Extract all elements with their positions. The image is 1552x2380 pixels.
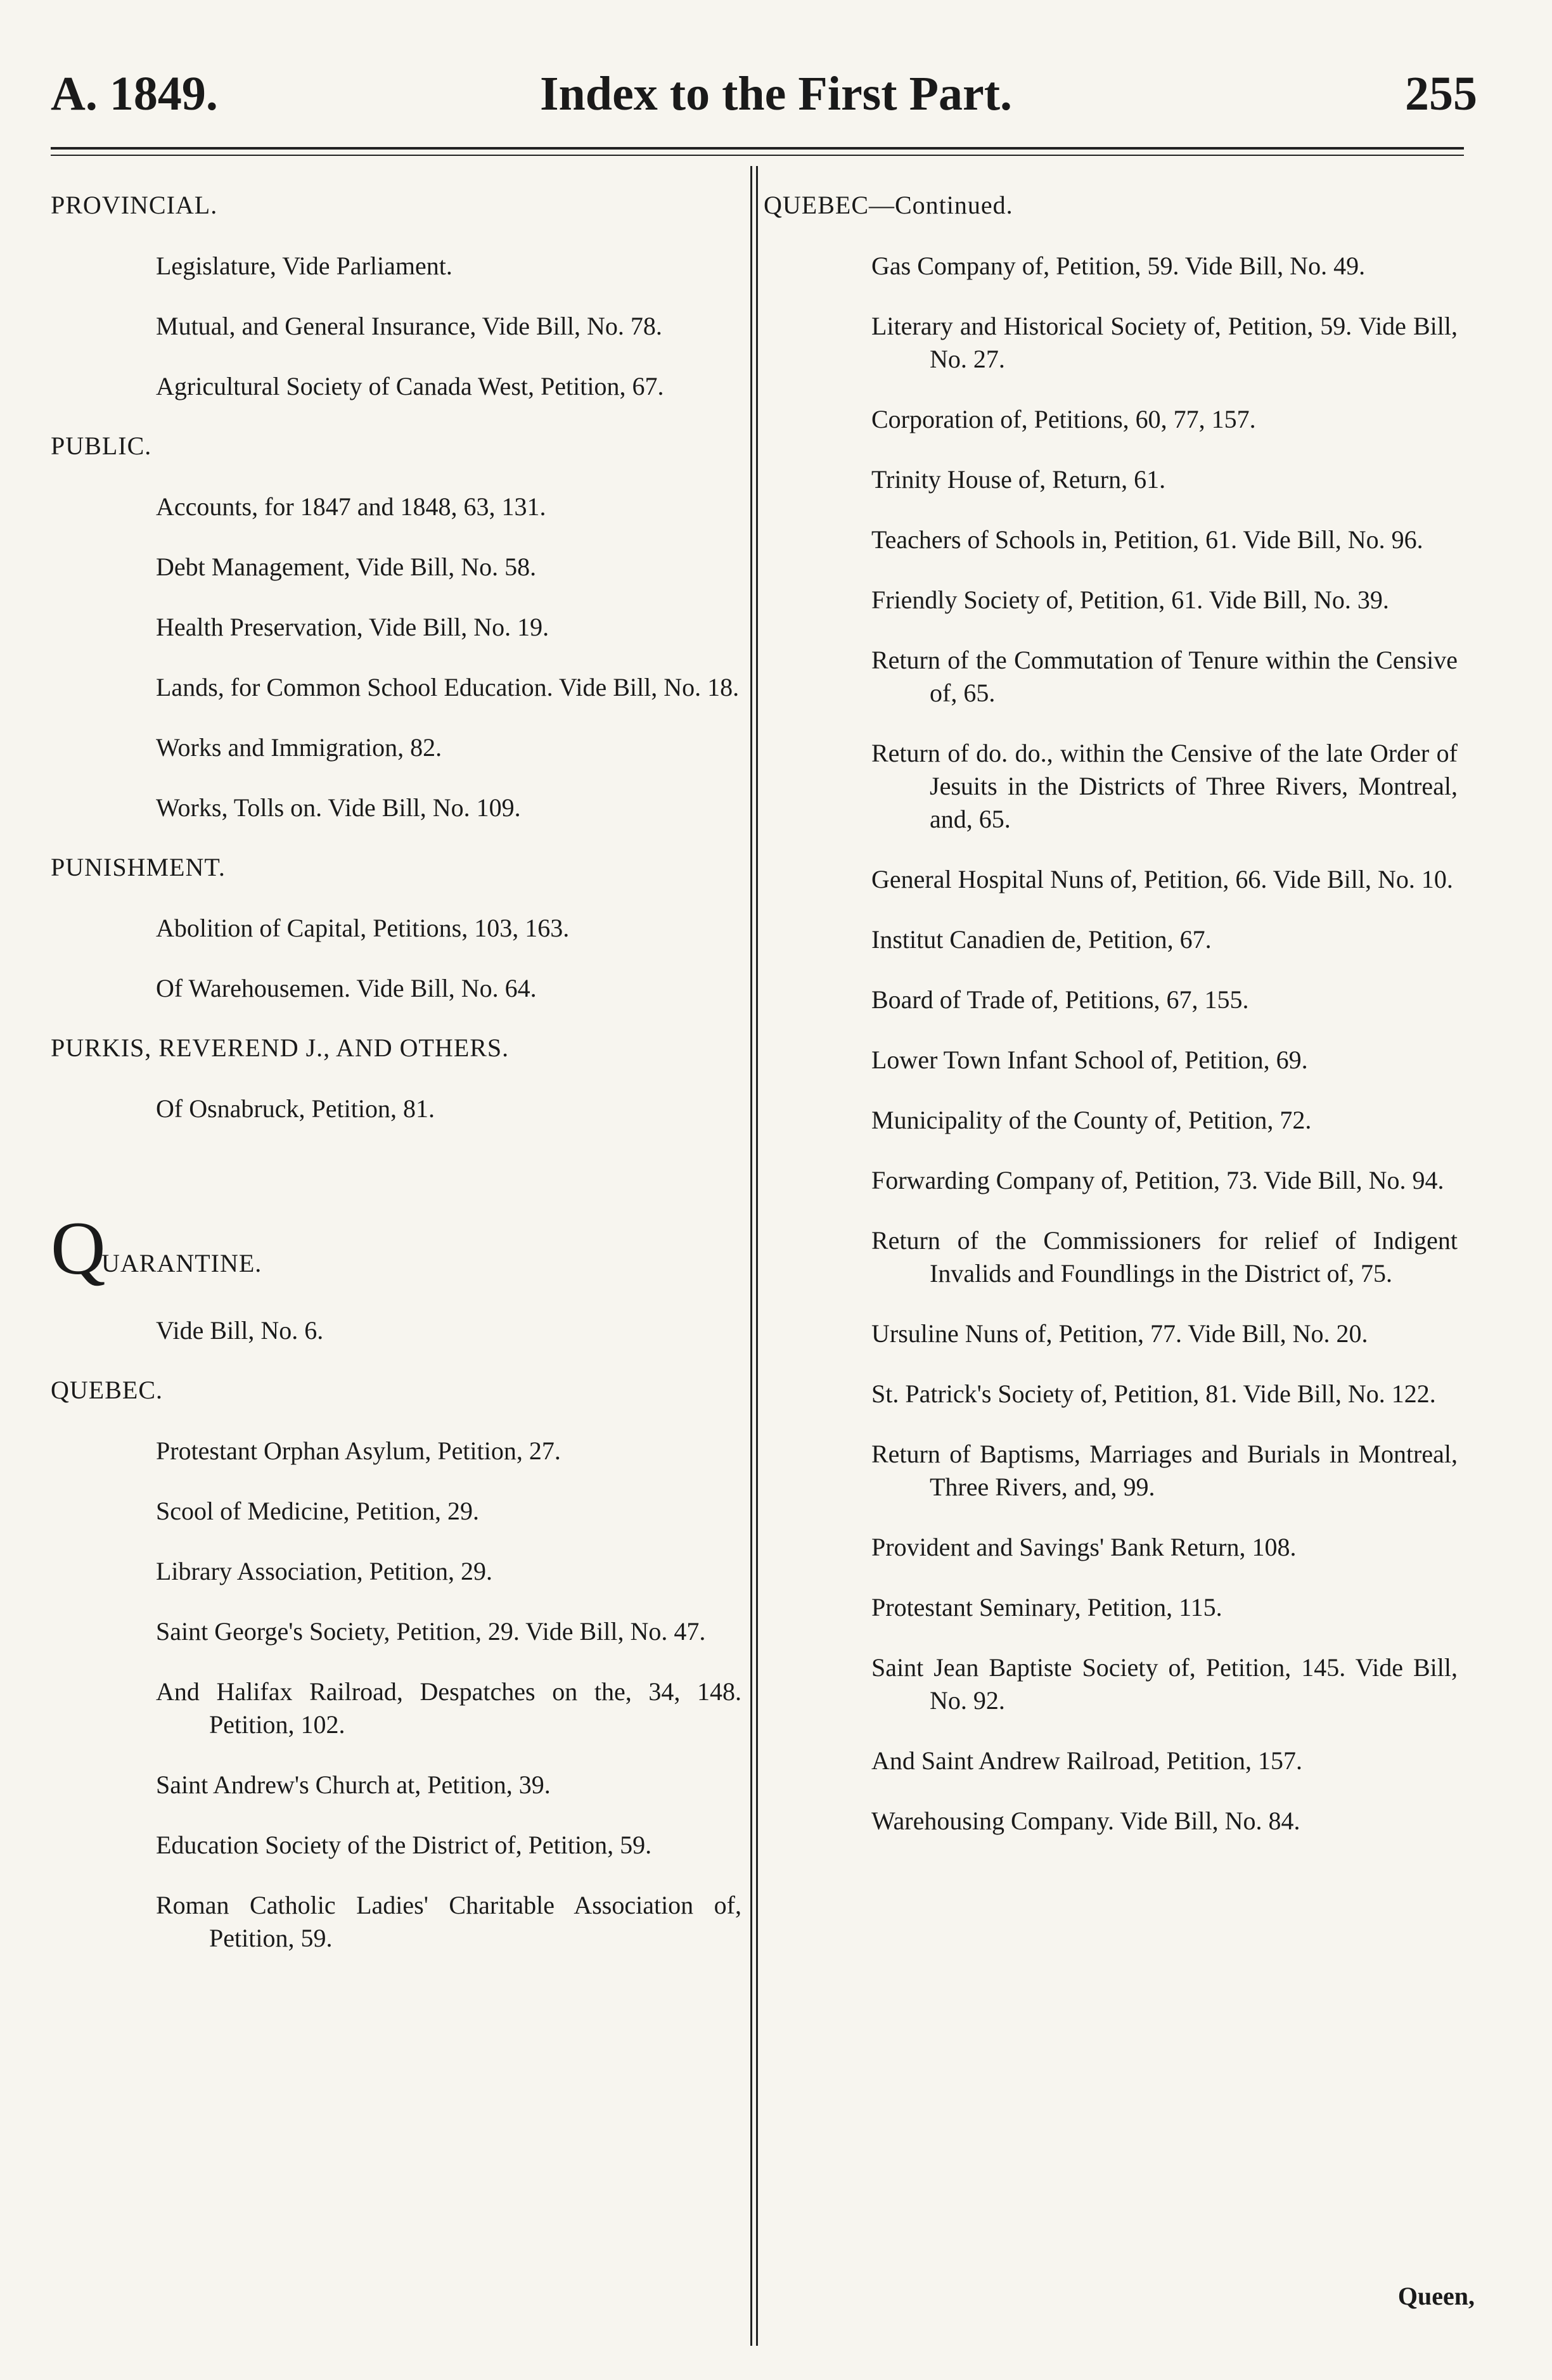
header-year: A. 1849. bbox=[51, 67, 218, 120]
index-entry: Literary and Historical Society of, Petition, 59. Vide Bill, No. 27. bbox=[871, 312, 1458, 373]
section-heading: QUEBEC—Continued. bbox=[764, 191, 1013, 219]
page-title: Index to the First Part. bbox=[539, 67, 1013, 120]
section-heading: PUBLIC. bbox=[51, 432, 152, 460]
index-entry: Abolition of Capital, Petitions, 103, 163. bbox=[156, 914, 570, 942]
left-column bbox=[51, 189, 741, 1955]
index-entry: Gas Company of, Petition, 59. Vide Bill, No. 49. bbox=[871, 252, 1366, 280]
section-heading: UARANTINE. bbox=[101, 1249, 262, 1277]
section-heading: QUEBEC. bbox=[51, 1376, 163, 1404]
index-entry: Legislature, Vide Parliament. bbox=[156, 252, 452, 280]
index-entry: General Hospital Nuns of, Petition, 66. Vide Bill, No. 10. bbox=[871, 865, 1453, 893]
index-entry: Ursuline Nuns of, Petition, 77. Vide Bill, No. 20. bbox=[871, 1319, 1368, 1348]
index-entry: Roman Catholic Ladies' Charitable Association of, Petition, 59. bbox=[156, 1891, 741, 1952]
index-entry: St. Patrick's Society of, Petition, 81. Vide Bill, No. 122. bbox=[871, 1379, 1436, 1408]
index-entry: Friendly Society of, Petition, 61. Vide Bill, No. 39. bbox=[871, 585, 1389, 614]
section-heading: PROVINCIAL. bbox=[51, 191, 218, 219]
drop-cap-letter: Q bbox=[51, 1206, 106, 1290]
page-number: 255 bbox=[1405, 67, 1477, 120]
index-entry: Saint Andrew's Church at, Petition, 39. bbox=[156, 1770, 551, 1799]
index-entry: Return of do. do., within the Censive of the late Order of Jesuits in the Districts of Three Rivers, Montreal, and, 65. bbox=[871, 739, 1458, 833]
index-entry: Saint Jean Baptiste Society of, Petition, 145. Vide Bill, No. 92. bbox=[871, 1653, 1458, 1715]
index-entry: Mutual, and General Insurance, Vide Bill, No. 78. bbox=[156, 312, 662, 340]
index-entry: Library Association, Petition, 29. bbox=[156, 1557, 493, 1585]
section-heading-drop-cap bbox=[51, 1206, 741, 1290]
index-entry: Teachers of Schools in, Petition, 61. Vide Bill, No. 96. bbox=[871, 525, 1423, 554]
section-heading: PURKIS, REVEREND J., AND OTHERS. bbox=[51, 1033, 510, 1062]
index-entry: Vide Bill, No. 6. bbox=[156, 1316, 324, 1345]
index-entry: Of Warehousemen. Vide Bill, No. 64. bbox=[156, 974, 537, 1002]
index-entry: Return of the Commissioners for relief of Indigent Invalids and Foundlings in the District of, 75. bbox=[871, 1226, 1458, 1288]
index-entry: Lower Town Infant School of, Petition, 69. bbox=[871, 1046, 1308, 1074]
header-rule-thin bbox=[51, 155, 1464, 156]
index-entry: Debt Management, Vide Bill, No. 58. bbox=[156, 553, 537, 581]
index-entry: Works, Tolls on. Vide Bill, No. 109. bbox=[156, 793, 521, 822]
index-entry: Return of the Commutation of Tenure within the Censive of, 65. bbox=[871, 646, 1458, 707]
index-entry: Institut Canadien de, Petition, 67. bbox=[871, 925, 1212, 954]
index-entry: Works and Immigration, 82. bbox=[156, 733, 442, 762]
index-entry: Protestant Orphan Asylum, Petition, 27. bbox=[156, 1436, 561, 1465]
header-rule-thick bbox=[51, 147, 1464, 150]
section-heading: PUNISHMENT. bbox=[51, 853, 226, 881]
index-entry: Board of Trade of, Petitions, 67, 155. bbox=[871, 985, 1249, 1014]
index-entry: And Halifax Railroad, Despatches on the, 34, 148. Petition, 102. bbox=[156, 1677, 741, 1739]
index-entry: Education Society of the District of, Petition, 59. bbox=[156, 1831, 652, 1859]
index-entry: Trinity House of, Return, 61. bbox=[871, 465, 1166, 494]
index-entry: Return of Baptisms, Marriages and Burials in Montreal, Three Rivers, and, 99. bbox=[871, 1440, 1458, 1501]
index-entry: Scool of Medicine, Petition, 29. bbox=[156, 1497, 479, 1525]
catchword: Queen, bbox=[1397, 2282, 1475, 2310]
index-entry: Protestant Seminary, Petition, 115. bbox=[871, 1593, 1222, 1622]
index-entry: Accounts, for 1847 and 1848, 63, 131. bbox=[156, 492, 546, 521]
index-entry: And Saint Andrew Railroad, Petition, 157. bbox=[871, 1746, 1302, 1775]
index-entry: Saint George's Society, Petition, 29. Vide Bill, No. 47. bbox=[156, 1617, 706, 1646]
index-entry: Provident and Savings' Bank Return, 108. bbox=[871, 1533, 1297, 1561]
index-entry: Health Preservation, Vide Bill, No. 19. bbox=[156, 613, 549, 641]
index-entry: Of Osnabruck, Petition, 81. bbox=[156, 1094, 435, 1123]
index-entry: Lands, for Common School Education. Vide Bill, No. 18. bbox=[156, 673, 740, 701]
column-divider bbox=[750, 166, 758, 2346]
index-entry: Municipality of the County of, Petition, 72. bbox=[871, 1106, 1312, 1134]
index-entry: Corporation of, Petitions, 60, 77, 157. bbox=[871, 405, 1256, 433]
right-column bbox=[764, 189, 1458, 1838]
index-entry: Warehousing Company. Vide Bill, No. 84. bbox=[871, 1807, 1300, 1835]
index-entry: Agricultural Society of Canada West, Petition, 67. bbox=[156, 372, 664, 400]
index-entry: Forwarding Company of, Petition, 73. Vide Bill, No. 94. bbox=[871, 1166, 1444, 1194]
